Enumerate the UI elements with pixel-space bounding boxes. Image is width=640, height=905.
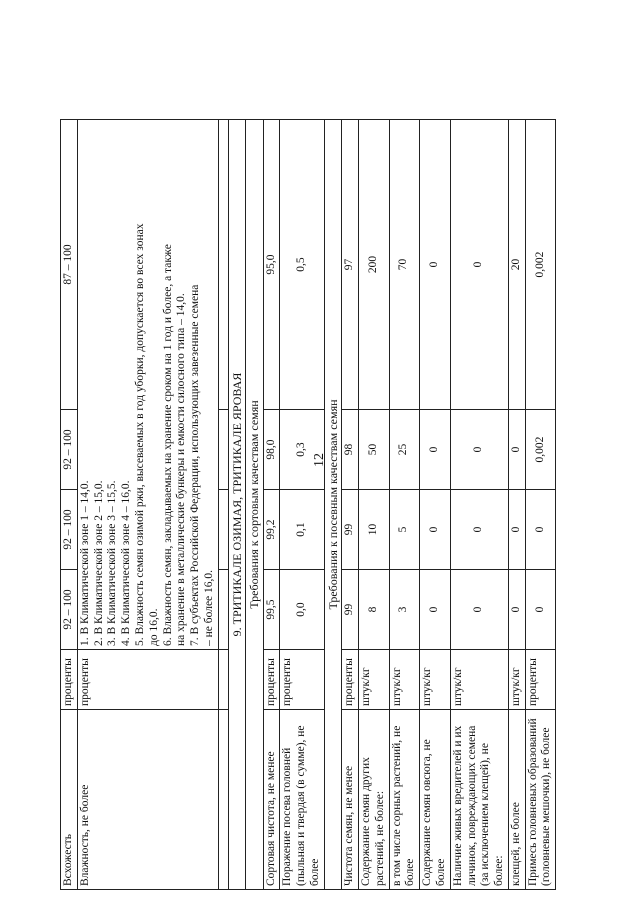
sowing-heading: Требования к посевным качествам семян	[324, 120, 341, 890]
value-cell: 0	[508, 410, 525, 490]
unit-cell: проценты	[525, 650, 556, 710]
value-cell: 5	[389, 490, 420, 570]
unit-cell: проценты	[263, 650, 280, 710]
value-cell: 0,0	[280, 570, 324, 650]
value-cell: 200	[358, 120, 389, 410]
param-cell: клещей, не более	[508, 710, 525, 890]
value-cell: 0	[420, 410, 451, 490]
value-cell: 0,5	[280, 120, 324, 410]
moisture-notes	[77, 120, 218, 650]
value-cell: 0	[450, 410, 508, 490]
value-cell: 99	[342, 490, 359, 570]
value-cell: 0	[420, 570, 451, 650]
note-line: 2. В Климатической зоне 2 – 15,0.	[92, 480, 105, 646]
note-line: 3. В Климатической зоне 3 – 15,5.	[106, 480, 119, 646]
value-cell: 0,002	[525, 410, 556, 490]
unit-cell: штук/кг	[420, 650, 451, 710]
value-cell: 0,002	[525, 120, 556, 410]
value-cell: 92 – 100	[61, 490, 78, 570]
value-cell: 0,3	[280, 410, 324, 490]
spacer-row	[218, 120, 228, 890]
table-row	[450, 120, 508, 890]
value-cell: 95,0	[263, 120, 280, 410]
value-cell: 99	[342, 570, 359, 650]
unit-cell: проценты	[280, 650, 324, 710]
table-row	[342, 120, 359, 890]
note-line: 4. В Климатической зоне 4 – 16,0.	[120, 480, 133, 646]
note-line: 5. Влажность семян озимой ржи, высеваемых в год уборки, допускается во всех зонах	[133, 223, 146, 646]
value-cell: 98,0	[263, 410, 280, 490]
value-cell: 8	[358, 570, 389, 650]
value-cell: 0	[525, 490, 556, 570]
value-cell: 3	[389, 570, 420, 650]
seed-quality-table	[60, 119, 556, 890]
value-cell: 0	[508, 490, 525, 570]
section-title-row	[228, 120, 245, 890]
note-line: на хранение в металлические бункеры и емкости силосного типа – 14,0.	[175, 293, 188, 646]
value-cell: 10	[358, 490, 389, 570]
unit-cell: проценты	[342, 650, 359, 710]
param-cell: Поражение посева головней (пыльная и твердая (в сумме), не более	[280, 710, 324, 890]
table-row	[358, 120, 389, 890]
value-cell: 20	[508, 120, 525, 410]
value-cell: 98	[342, 410, 359, 490]
subheading-row	[246, 120, 263, 890]
value-cell: 50	[358, 410, 389, 490]
note-line: 7. В субъектах Российской Федерации, использующих завезенные семена	[189, 284, 202, 646]
param-cell: Содержание семян овсюга, не более	[420, 710, 451, 890]
value-cell: 0	[525, 570, 556, 650]
subheading-row	[324, 120, 341, 890]
varietal-heading: Требования к сортовым качествам семян	[246, 120, 263, 890]
table-row	[420, 120, 451, 890]
param-cell: Содержание семян других растений, не более:	[358, 710, 389, 890]
unit-cell: штук/кг	[389, 650, 420, 710]
value-cell: 92 – 100	[61, 410, 78, 490]
moisture-row	[77, 120, 218, 890]
value-cell: 87 – 100	[61, 120, 78, 410]
param-cell: Чистота семян, не менее	[342, 710, 359, 890]
rotated-table-frame	[60, 120, 640, 890]
table-row	[525, 120, 556, 890]
table-row	[263, 120, 280, 890]
note-line: – не более 16,0.	[202, 569, 215, 646]
param-cell: в том числе сорных растений, не более	[389, 710, 420, 890]
note-line: до 16,0.	[147, 608, 160, 646]
param-cell: Всхожесть	[61, 710, 78, 890]
value-cell: 0	[420, 490, 451, 570]
value-cell: 0	[420, 120, 451, 410]
unit-cell: штук/кг	[508, 650, 525, 710]
value-cell: 99,5	[263, 570, 280, 650]
value-cell: 0	[450, 490, 508, 570]
value-cell: 70	[389, 120, 420, 410]
value-cell: 0	[450, 570, 508, 650]
unit-cell: штук/кг	[450, 650, 508, 710]
param-cell: Влажность, не более	[77, 710, 218, 890]
value-cell: 0,1	[280, 490, 324, 570]
note-line: 6. Влажность семян, закладываемых на хранение сроком на 1 год и более, а также	[161, 244, 174, 646]
table-row	[508, 120, 525, 890]
value-cell: 99,2	[263, 490, 280, 570]
unit-cell: проценты	[61, 650, 78, 710]
table-row	[389, 120, 420, 890]
value-cell: 25	[389, 410, 420, 490]
table-row	[61, 120, 78, 890]
section-title: 9. ТРИТИКАЛЕ ОЗИМАЯ, ТРИТИКАЛЕ ЯРОВАЯ	[228, 120, 245, 890]
param-cell: Примесь головневых образований (головневые мешочки), не более	[525, 710, 556, 890]
value-cell: 0	[508, 570, 525, 650]
table-row	[280, 120, 324, 890]
page-number: 12	[312, 453, 327, 467]
unit-cell: штук/кг	[358, 650, 389, 710]
value-cell: 97	[342, 120, 359, 410]
note-line: 1. В Климатической зоне 1 – 14,0.	[78, 480, 91, 646]
unit-cell: проценты	[77, 650, 218, 710]
value-cell: 0	[450, 120, 508, 410]
param-cell: Наличие живых вредителей и их личинок, повреждающих семена (за исключением клещей), не более:	[450, 710, 508, 890]
value-cell: 92 – 100	[61, 570, 78, 650]
param-cell: Сортовая чистота, не менее	[263, 710, 280, 890]
